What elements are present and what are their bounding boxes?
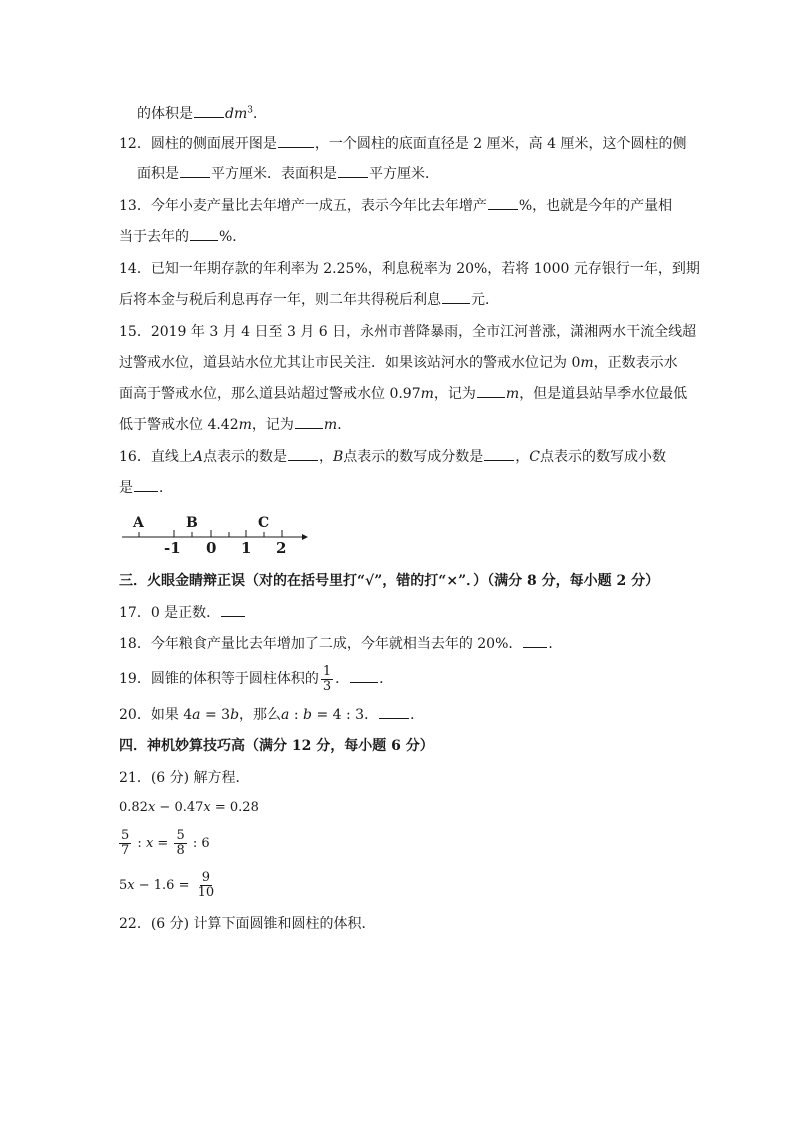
- number-line-figure: [118, 510, 310, 556]
- answer-blank[interactable]: [295, 415, 323, 429]
- question-13-line-2: 当于去年的 %．: [119, 229, 247, 245]
- answer-blank[interactable]: [180, 164, 210, 178]
- answer-blank[interactable]: [484, 447, 514, 461]
- question-16-line-2: 是 ．: [119, 480, 173, 496]
- tick-label-0: 0: [206, 539, 217, 556]
- question-22: 22．(6 分) 计算下面圆锥和圆柱的体积．: [119, 916, 376, 932]
- answer-blank[interactable]: [350, 669, 378, 683]
- tick-label-2: 2: [276, 539, 287, 556]
- tick-label-1: 1: [241, 539, 252, 556]
- question-15-line-1: 15．2019 年 3 月 4 日至 3 月 6 日，永州市普降暴雨，全市江河普涨，潇湘两水干流全线超: [119, 324, 697, 340]
- answer-blank[interactable]: [477, 384, 505, 398]
- answer-blank[interactable]: [221, 603, 245, 617]
- fraction-one-third: $\frac{1}{3}$: [322, 663, 332, 694]
- point-label-b: B: [186, 515, 198, 531]
- question-16-line-1: 16．直线上A点表示的数是 ，B点表示的数写成分数是 ，C点表示的数写成小数: [119, 449, 666, 465]
- number-line-arrow: [302, 534, 308, 540]
- equation-3: 5x − 1.6 = $\frac{9}{10}$: [119, 870, 215, 900]
- equation-2: $\frac{5}{7}$ : x = $\frac{5}{8}$ : 6: [121, 828, 210, 858]
- q11-continuation: 的体积是 $dm^3$．: [137, 105, 267, 122]
- answer-blank[interactable]: [523, 634, 547, 648]
- answer-blank[interactable]: [194, 104, 224, 118]
- fraction-nine-tenths: $\frac{9}{10}$: [197, 870, 215, 900]
- question-13-line-1: 13．今年小麦产量比去年增产一成五，表示今年比去年增产 %，也就是今年的产量相: [119, 198, 673, 214]
- tick-label-minus-1: -1: [164, 539, 181, 556]
- question-21: 21．(6 分) 解方程．: [119, 770, 250, 786]
- question-18: 18．今年粮食产量比去年增加了二成，今年就相当去年的 20%． ．: [119, 636, 563, 652]
- question-15-line-2: 过警戒水位，道县站水位尤其让市民关注．如果该站河水的警戒水位记为 0m，正数表示水: [119, 355, 678, 371]
- question-19: 19．圆锥的体积等于圆柱体积的 $\frac{1}{3}$ ． ．: [119, 663, 394, 694]
- question-17: 17．0 是正数．: [119, 603, 246, 623]
- point-label-a: A: [133, 515, 144, 531]
- answer-blank[interactable]: [442, 290, 470, 304]
- fraction-five-sevenths: $\frac{5}{7}$: [121, 828, 130, 858]
- section-4-heading: 四．神机妙算技巧高（满分 12 分，每小题 6 分）: [119, 738, 434, 754]
- answer-blank[interactable]: [190, 227, 218, 241]
- section-3-heading: 三．火眼金睛辩正误（对的在括号里打“√”，错的打“×”．）（满分 8 分，每小题 2 分）: [119, 573, 660, 589]
- question-12-line-2: 面积是 平方厘米．表面积是 平方厘米．: [137, 166, 439, 182]
- question-15-line-4: 低于警戒水位 4.42m，记为 m．: [119, 417, 352, 433]
- answer-blank[interactable]: [134, 478, 158, 492]
- question-15-line-3: 面高于警戒水位，那么道县站超过警戒水位 0.97m，记为 m，但是道县站旱季水位最低: [119, 386, 688, 402]
- fraction-five-eighths: $\frac{5}{8}$: [176, 828, 185, 858]
- answer-blank[interactable]: [488, 196, 518, 210]
- answer-blank[interactable]: [338, 164, 368, 178]
- question-20: 20．如果 4a = 3b，那么a : b = 4 : 3． ．: [119, 707, 425, 723]
- answer-blank[interactable]: [278, 134, 314, 148]
- equation-1: 0.82x − 0.47x = 0.28: [119, 800, 259, 815]
- answer-blank[interactable]: [379, 705, 409, 719]
- answer-blank[interactable]: [288, 447, 318, 461]
- question-12-line-1: 12．圆柱的侧面展开图是 ，一个圆柱的底面直径是 2 厘米，高 4 厘米，这个圆柱的侧: [119, 136, 687, 152]
- point-label-c: C: [258, 515, 270, 531]
- question-14-line-2: 后将本金与税后利息再存一年，则二年共得税后利息 元．: [119, 292, 499, 308]
- question-14-line-1: 14．已知一年期存款的年利率为 2.25%，利息税率为 20%，若将 1000 元存银行一年，到期: [119, 261, 700, 277]
